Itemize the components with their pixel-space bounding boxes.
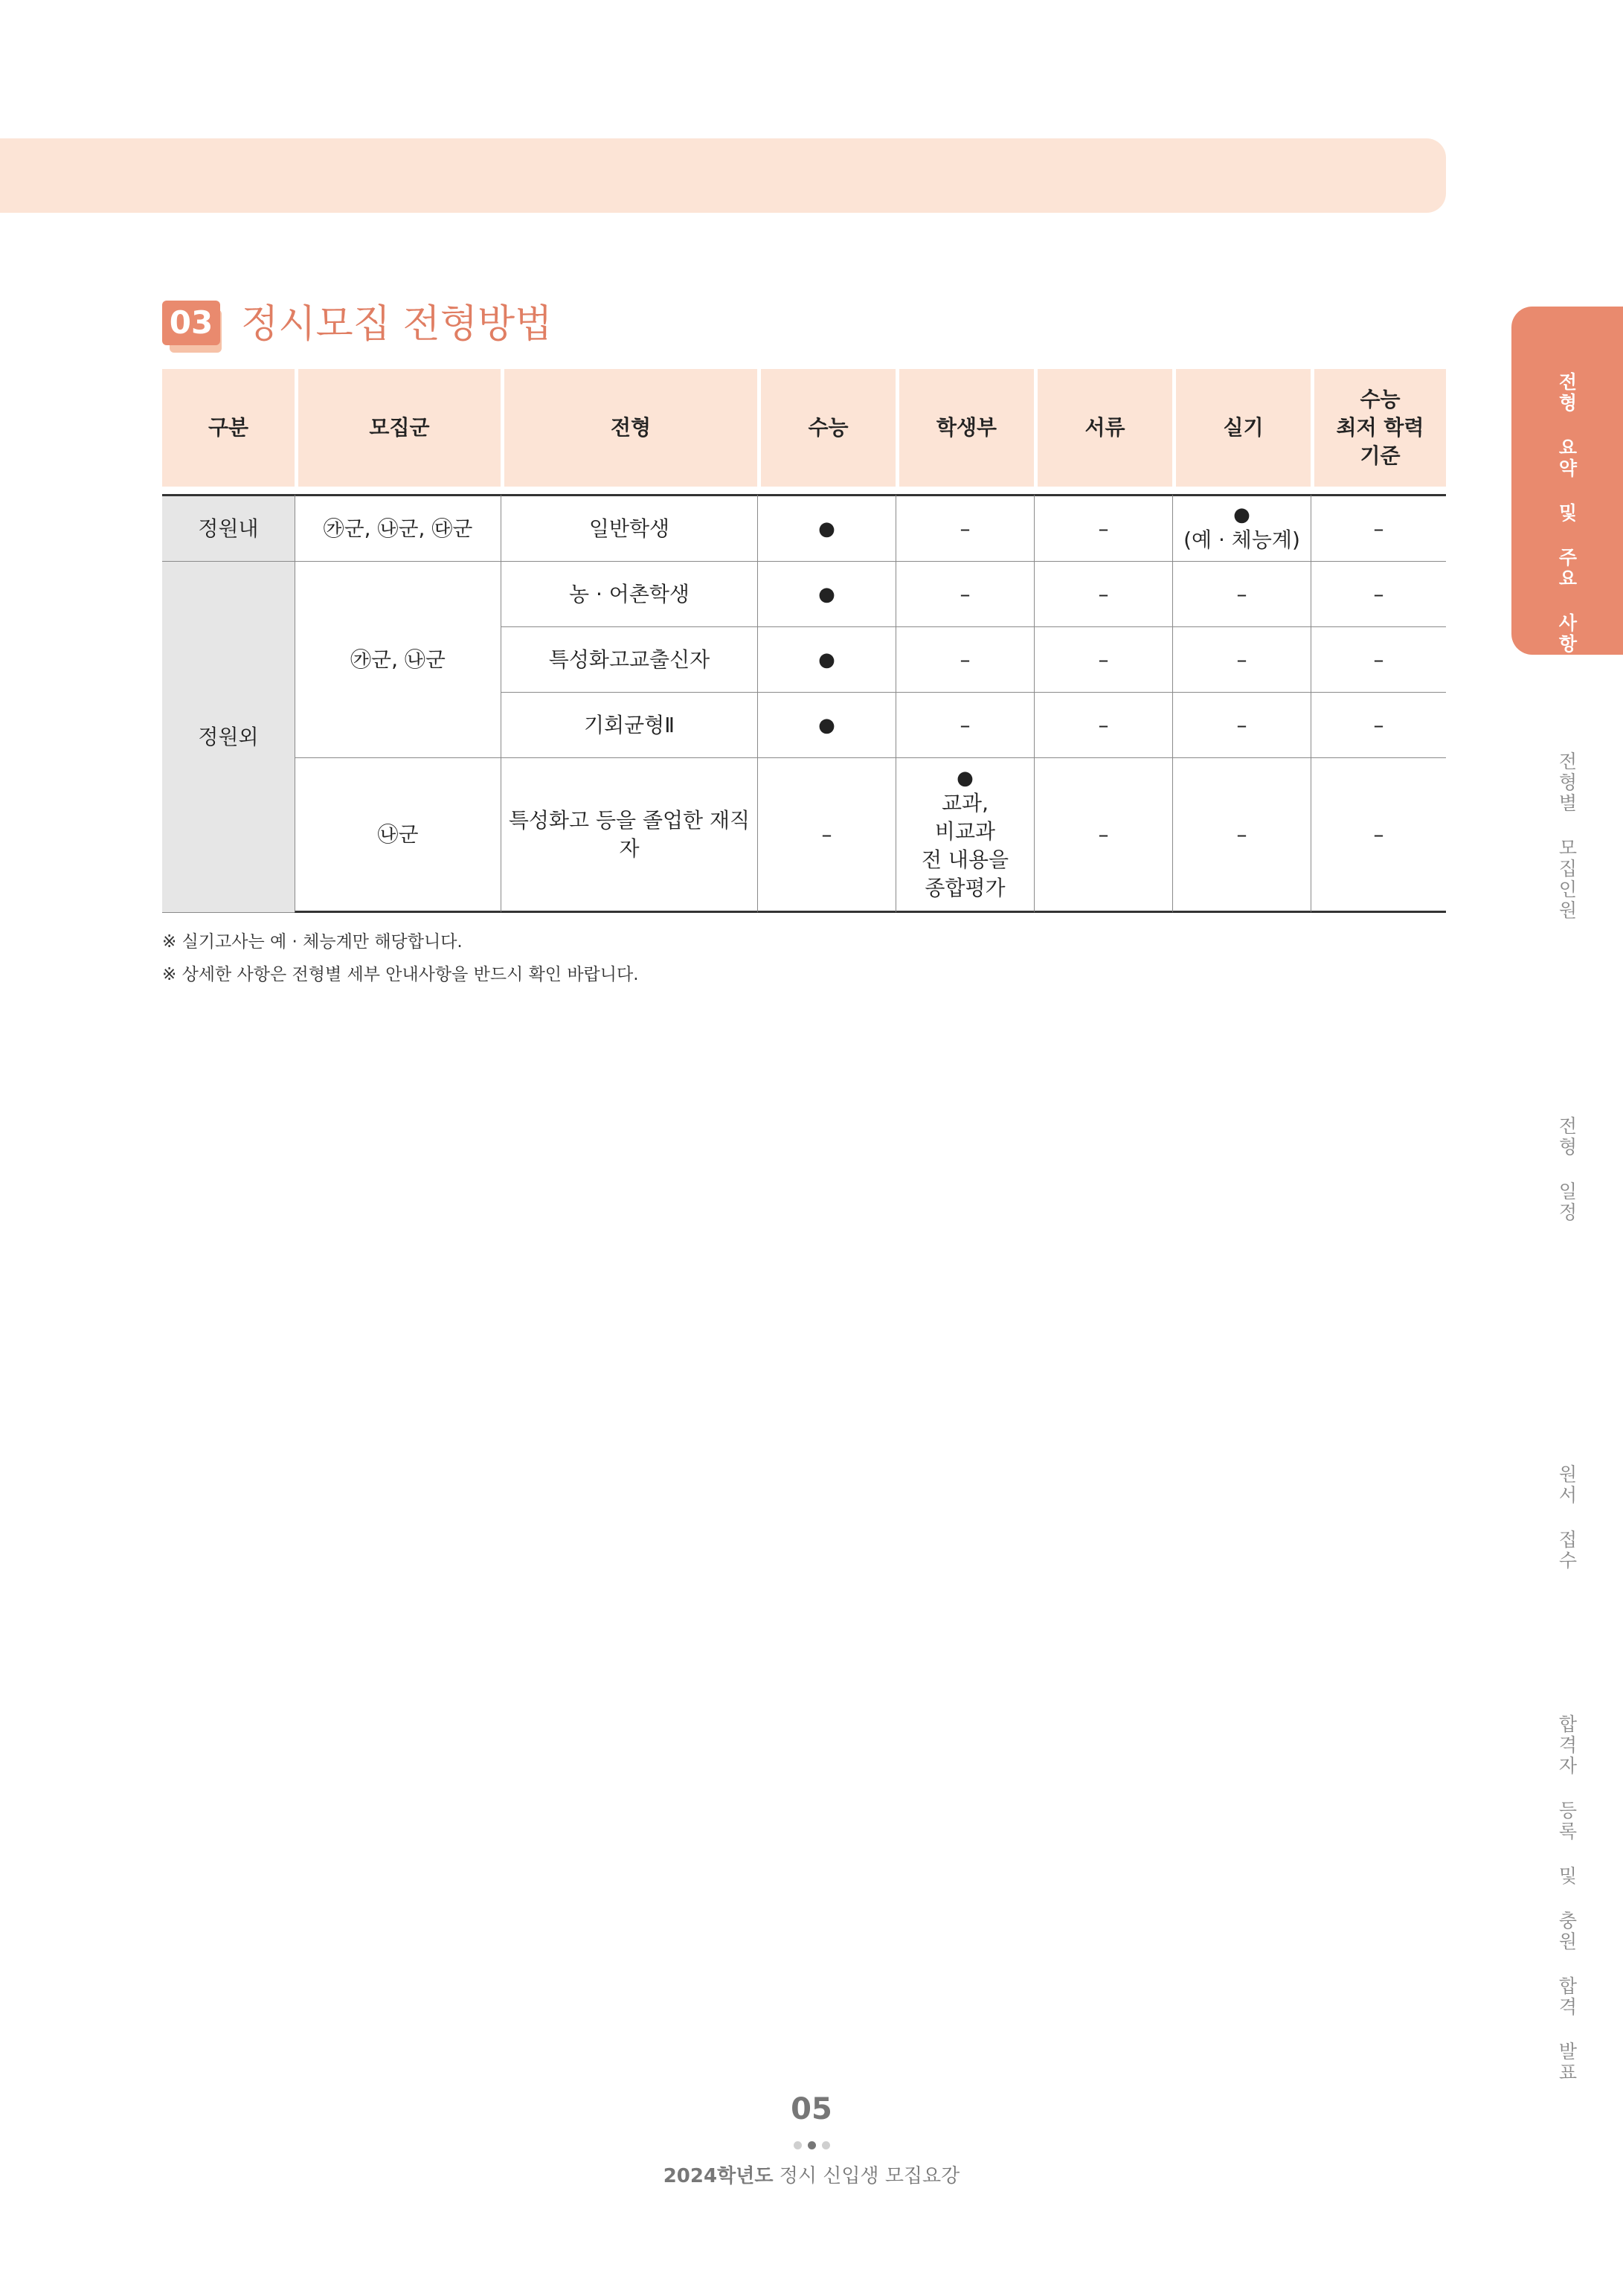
footer-year: 2024학년도 (663, 2165, 774, 2187)
header-min-line1: 수능 (1360, 387, 1401, 411)
cell-school-record: – (896, 627, 1034, 693)
header-documents: 서류 (1034, 369, 1172, 487)
table-notes (162, 926, 639, 991)
cell-practical (1172, 494, 1311, 562)
cell-school-record: – (896, 562, 1034, 627)
header-type: 전형 (501, 369, 757, 487)
cell-minimum-standard: – (1311, 758, 1446, 913)
practical-note: (예 · 체능계) (1183, 527, 1300, 552)
cell-gun: ㉮군, ㉯군, ㉰군 (295, 494, 501, 562)
sidebar-item-schedule[interactable]: 전형 일정 (1556, 1116, 1578, 1223)
table-row (162, 494, 1446, 562)
page-number: 05 (791, 2092, 832, 2126)
school-record-line3: 전 내용을 (921, 847, 1009, 872)
cell-gubun-regular: 정원내 (162, 494, 295, 562)
header-minimum-standard (1311, 369, 1446, 487)
cell-suneung: – (757, 758, 896, 913)
page-dot-active (808, 2141, 816, 2149)
cell-school-record (896, 758, 1034, 913)
cell-practical: – (1172, 562, 1311, 627)
header-practical: 실기 (1172, 369, 1311, 487)
admission-method-table (162, 369, 1446, 913)
practical-dot: ● (1233, 503, 1250, 526)
cell-minimum-standard: – (1311, 693, 1446, 758)
note-details: ※ 상세한 사항은 전형별 세부 안내사항을 반드시 확인 바랍니다. (162, 965, 639, 984)
section-title: 정시모집 전형방법 (241, 302, 553, 347)
footer-title (0, 2161, 1623, 2188)
cell-suneung-dot: ● (757, 693, 896, 758)
note-practical: ※ 실기고사는 예 · 체능계만 해당합니다. (162, 932, 463, 952)
page-dot (822, 2141, 830, 2149)
school-record-line1: 교과, (942, 790, 989, 815)
cell-gun-na: ㉯군 (295, 758, 501, 913)
cell-school-record: – (896, 693, 1034, 758)
cell-type: 특성화고교출신자 (501, 627, 757, 693)
cell-minimum-standard: – (1311, 494, 1446, 562)
cell-type: 특성화고 등을 졸업한 재직자 (501, 758, 757, 913)
cell-school-record: – (896, 494, 1034, 562)
cell-practical: – (1172, 627, 1311, 693)
table-header-row (162, 369, 1446, 487)
school-record-line4: 종합평가 (925, 875, 1006, 900)
sidebar-item-recruitment-numbers[interactable]: 전형별 모집인원 (1556, 751, 1578, 921)
header-gubun: 구분 (162, 369, 295, 487)
cell-type: 농 · 어촌학생 (501, 562, 757, 627)
header-min-line3: 기준 (1360, 443, 1401, 468)
page-dot (794, 2141, 802, 2149)
cell-documents: – (1034, 562, 1172, 627)
cell-documents: – (1034, 494, 1172, 562)
cell-documents: – (1034, 627, 1172, 693)
header-suneung: 수능 (757, 369, 896, 487)
school-record-dot: ● (957, 766, 974, 789)
section-number-badge: 03 (162, 301, 220, 345)
school-record-line2: 비교과 (934, 818, 996, 844)
header-gun: 모집군 (295, 369, 501, 487)
cell-minimum-standard: – (1311, 627, 1446, 693)
cell-type: 일반학생 (501, 494, 757, 562)
top-header-band (0, 138, 1446, 213)
table-row (162, 562, 1446, 627)
cell-practical: – (1172, 693, 1311, 758)
sidebar-item-registration[interactable]: 합격자 등록 및 충원 합격 발표 (1556, 1714, 1578, 2083)
cell-suneung-dot: ● (757, 494, 896, 562)
table-row (162, 758, 1446, 913)
cell-suneung-dot: ● (757, 562, 896, 627)
cell-gubun-extra: 정원외 (162, 562, 295, 913)
sidebar-item-application[interactable]: 원서 접수 (1556, 1464, 1578, 1571)
sidebar-item-summary[interactable]: 전형 요약 및 주요 사항 (1556, 372, 1578, 655)
cell-documents: – (1034, 693, 1172, 758)
page-indicator-dots (0, 2138, 1623, 2149)
cell-minimum-standard: – (1311, 562, 1446, 627)
cell-documents: – (1034, 758, 1172, 913)
cell-type: 기회균형Ⅱ (501, 693, 757, 758)
cell-practical: – (1172, 758, 1311, 913)
cell-gun-ga-na: ㉮군, ㉯군 (295, 562, 501, 758)
cell-suneung-dot: ● (757, 627, 896, 693)
header-min-line2: 최저 학력 (1336, 415, 1424, 440)
header-school-record: 학생부 (896, 369, 1034, 487)
footer-doc-title: 정시 신입생 모집요강 (779, 2165, 960, 2187)
